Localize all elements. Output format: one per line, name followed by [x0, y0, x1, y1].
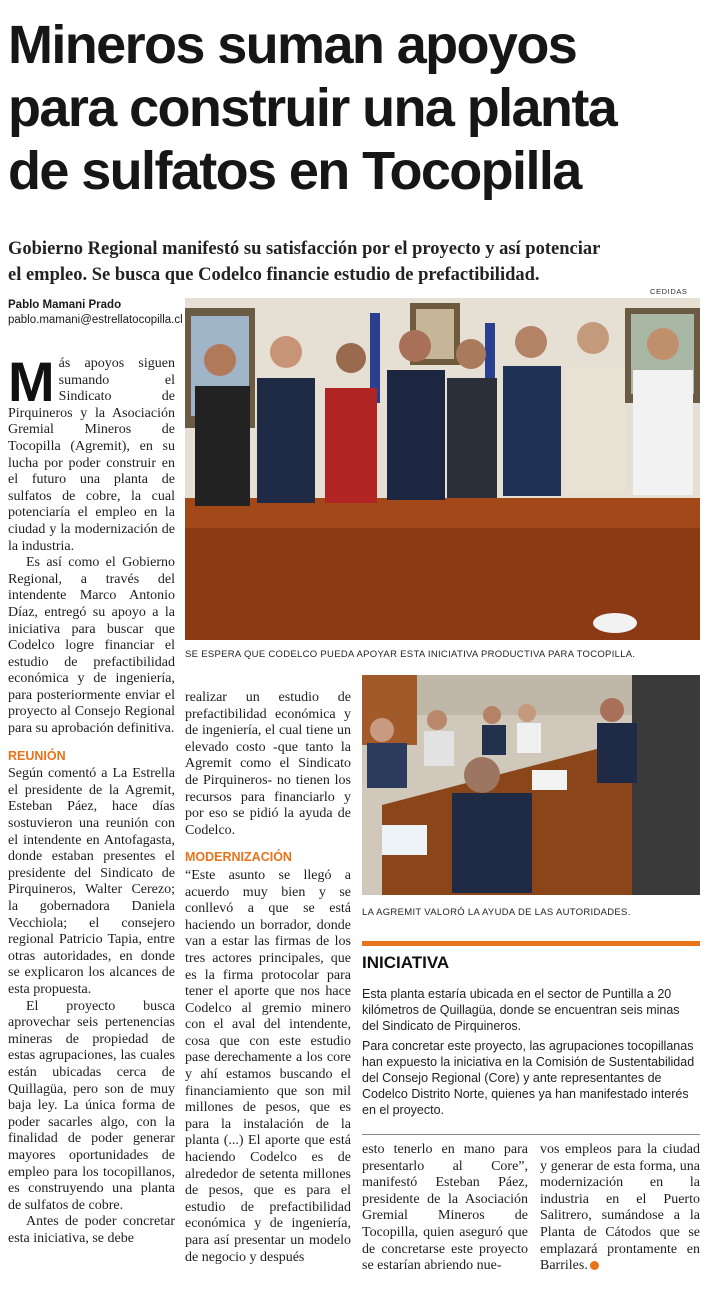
meeting-table-photo	[362, 675, 700, 895]
paragraph	[540, 1142, 700, 1275]
article-column-2	[185, 690, 351, 1266]
article-column-3	[362, 1142, 528, 1275]
deck	[8, 236, 703, 288]
deck-line-2: el empleo. Se busca que Codelco financie estudio de prefactibilidad.	[8, 265, 540, 285]
headline-line-1: Mineros suman apoyos	[8, 15, 577, 75]
lead-paragraph	[8, 350, 175, 555]
paragraph: Antes de poder concretar esta iniciativa, se debe	[8, 1214, 175, 1246]
paragraph: “Este asunto se llegó a acuerdo muy bien y se conllevó a que se está haciendo un borrador, donde van a estar las firmas de los tres actores principales, que es la firma protocolar para tener el aporte que nos hace Codelco al gremio minero con el aval del intendente, cosa que con este estudio pase derechamente a los core y ahí estamos buscando el financiamiento que son mil millones de pesos, que es para la instalación de la planta (...) El aporte que está haciendo Codelco es de alrededor de setenta millones de pesos, que es para el estudio de prefactibilidad económica y de ingeniería, para así presentar un modelo de negocio y después	[185, 867, 351, 1265]
paragraph: esto tenerlo en mano para presentarlo al Core”, manifestó Esteban Páez, presidente de la Asociación Gremial Mineros de Tocopilla, quien aseguró que de concretarse este proyecto se estarían abriendo nue-	[362, 1142, 528, 1274]
paragraph: Según comentó a La Estrella el presidente de la Agremit, Esteban Páez, hace días sostuvieron una reunión con el intendente en Antofagasta, donde estaban presentes el presidente del Sindicato de Pirquineros, Walter Cerezo; la gobernadora Daniela Vecchiola; el consejero regional Patricio Tapia, entre otras autoridades, en donde se explicaron los alcances de esta propuesta.	[8, 766, 175, 997]
photo-caption-1: SE ESPERA QUE CODELCO PUEDA APOYAR ESTA INICIATIVA PRODUCTIVA PARA TOCOPILLA.	[185, 649, 636, 660]
box-paragraph: Esta planta estaría ubicada en el sector de Puntilla a 20 kilómetros de Quillagüa, donde se encuentran seis minas del Sindicato de Pirquineros.	[362, 987, 680, 1033]
box-title: INICIATIVA	[362, 953, 450, 972]
drop-cap: M	[8, 350, 55, 413]
meeting-group-photo	[185, 298, 700, 640]
main-photo	[185, 298, 700, 640]
section-heading-modernizacion: MODERNIZACIÓN	[185, 850, 292, 865]
box-paragraph: Para concretar este proyecto, las agrupaciones tocopillanas han expuesto la iniciativa en la Comisión de Sustentabilidad del Consejo Regional (Core) y ante representantes de Codelco Distrito Norte, quienes ya han manifestado interés en el proyecto.	[362, 1039, 695, 1117]
paragraph: El proyecto busca aprovechar seis pertenencias mineras de propiedad de estas agrupaciones, las cuales están ubicadas cerca de Quillagüa, pero son de muy baja ley. La única forma de poder sacarles algo, con la finalidad de poder generar mayores oportunidades de empleo para los tocopillanos, es construyendo una planta de sulfatos de cobre.	[8, 998, 175, 1213]
deck-line-1: Gobierno Regional manifestó su satisfacción por el proyecto y así potenciar	[8, 239, 601, 259]
box-body	[362, 986, 698, 1122]
headline-line-3: de sulfatos en Tocopilla	[8, 141, 581, 201]
second-photo	[362, 675, 700, 895]
headline	[8, 14, 698, 203]
author-email: pablo.mamani@estrellatocopilla.cl	[8, 314, 183, 326]
article-column-1	[8, 350, 175, 1247]
photo-caption-2: LA AGREMIT VALORÓ LA AYUDA DE LAS AUTORIDADES.	[362, 907, 631, 918]
article-column-4	[540, 1142, 700, 1275]
headline-line-2: para construir una planta	[8, 78, 617, 138]
photo-credit: CEDIDAS	[650, 287, 688, 296]
end-mark-icon	[590, 1261, 599, 1270]
paragraph: Es así como el Gobierno Regional, a través del intendente Marco Antonio Díaz, entregó su apoyo a la iniciativa para buscar que Codelco logre financiar el estudio de prefactibilidad económica y de ingeniería, para posteriormente enviar el proyecto al Consejo Regional para su aprobación definitiva.	[8, 555, 175, 737]
section-heading-reunion: REUNIÓN	[8, 748, 66, 763]
box-accent-bar	[362, 941, 700, 946]
paragraph: realizar un estudio de prefactibilidad económica y de ingeniería, el cual tiene un elevado costo -que tanto la Agremit como el Sindicato de Pirquineros- no tienen los recursos para financiarlo y por eso se pidió la ayuda de Codelco.	[185, 690, 351, 838]
box-bottom-rule	[362, 1134, 700, 1135]
closing-text: vos empleos para la ciudad y generar de esta forma, una modernización en la industria en el Puerto Salitrero, sumándose a la Planta de Cátodos que se emplazará prontamente en Barriles.	[540, 1142, 700, 1274]
author-name: Pablo Mamani Prado	[8, 299, 122, 311]
byline	[8, 298, 183, 328]
lead-text: ás apoyos siguen sumando el Sindicato de Pirquineros y la Asociación Gremial Mineros de Tocopilla (Agremit), en su lucha por poder construir en el futuro una planta de sulfatos de cobre, la cual potenciaría el empleo en la ciudad y la modernización de la industria.	[8, 356, 175, 554]
